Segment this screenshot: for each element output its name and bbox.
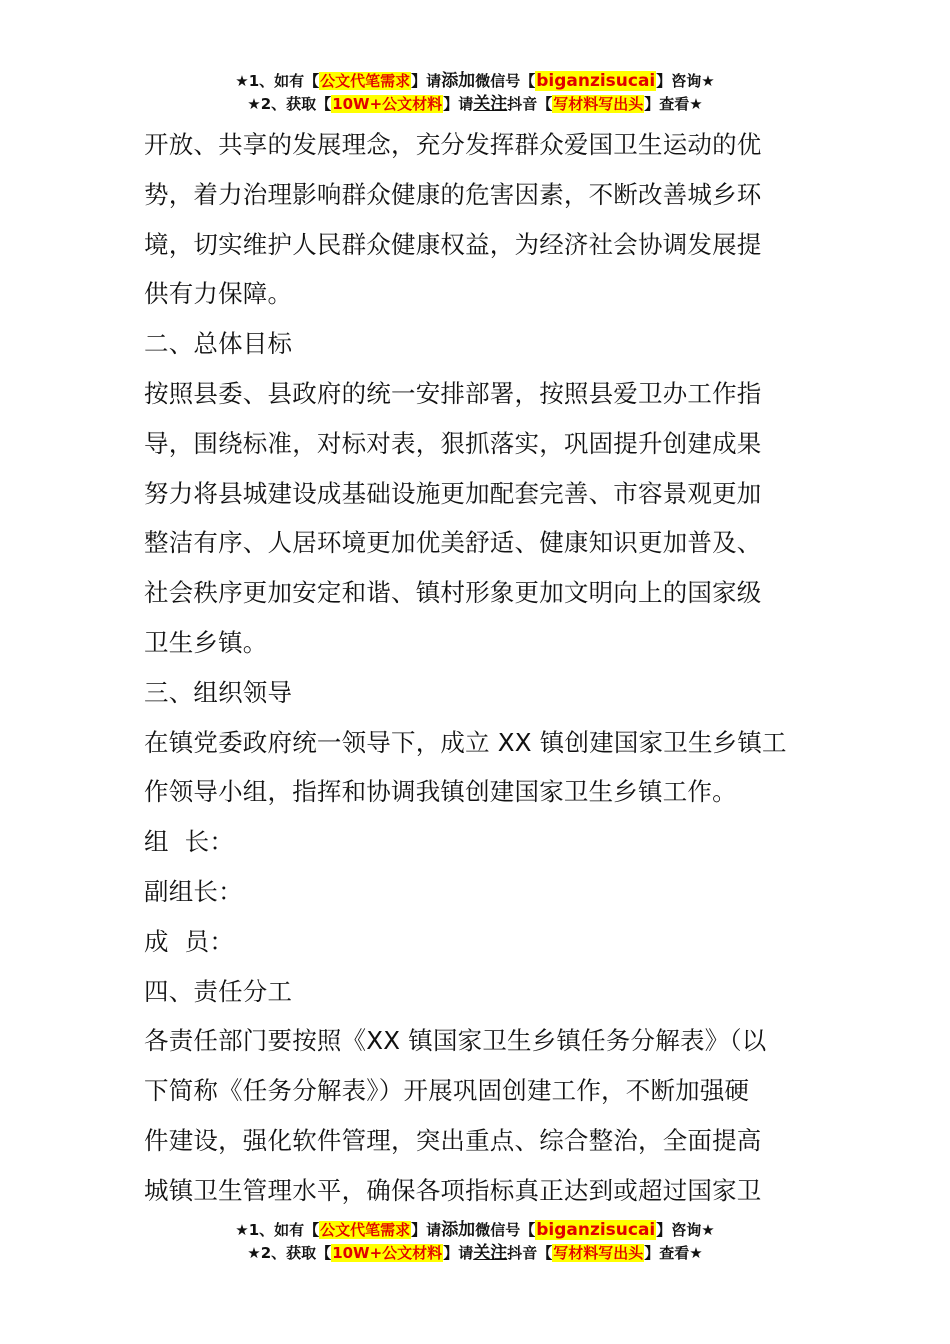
banner-text: 】请 xyxy=(411,72,442,90)
banner-text: 抖音【 xyxy=(507,95,553,113)
banner-text: 】请 xyxy=(443,95,474,113)
highlight-text: 写材料写出头 xyxy=(553,95,644,113)
banner-text: 微信号【 xyxy=(475,1221,536,1239)
banner-text: 】请 xyxy=(411,1221,442,1239)
star-icon: ★ xyxy=(247,1244,261,1262)
banner-line-1 xyxy=(0,70,950,93)
text-line: 境，切实维护人民群众健康权益，为经济社会协调发展提 xyxy=(144,229,762,259)
role-label-leader: 组 长： xyxy=(144,827,235,857)
banner-text: 】咨询★ xyxy=(656,1221,715,1239)
text-line: 导，围绕标准，对标对表，狠抓落实，巩固提升创建成果 xyxy=(144,428,762,458)
banner-text: 】咨询★ xyxy=(656,72,715,90)
banner-text: 添加 xyxy=(441,1220,476,1240)
text-line: 努力将县城建设成基础设施更加配套完善、市容景观更加 xyxy=(144,478,762,508)
highlight-text: 10W+公文材料 xyxy=(332,95,443,113)
banner-text: 】请 xyxy=(443,1244,474,1262)
section-heading: 三、组织领导 xyxy=(144,677,293,707)
banner-text: 】查看★ xyxy=(644,95,703,113)
banner-text: 1、如有【 xyxy=(248,72,320,90)
banner-line-2 xyxy=(0,93,950,116)
text-line: 下简称《任务分解表》）开展巩固创建工作，不断加强硬 xyxy=(144,1076,750,1106)
star-icon: ★ xyxy=(235,72,249,90)
header-banner xyxy=(0,70,950,116)
text-line: 社会秩序更加安定和谐、镇村形象更加文明向上的国家级 xyxy=(144,578,762,608)
star-icon: ★ xyxy=(235,1221,249,1239)
section-heading: 二、总体目标 xyxy=(144,329,293,359)
text-line: 各责任部门要按照《XX 镇国家卫生乡镇任务分解表》（以 xyxy=(144,1026,767,1056)
banner-text: 关注 xyxy=(473,1243,508,1263)
banner-line-1 xyxy=(0,1219,950,1242)
text-line: 城镇卫生管理水平，确保各项指标真正达到或超过国家卫 xyxy=(144,1175,762,1205)
star-icon: ★ xyxy=(247,95,261,113)
banner-text: 关注 xyxy=(473,94,508,114)
text-line: 势，着力治理影响群众健康的危害因素，不断改善城乡环 xyxy=(144,179,762,209)
wechat-id: biganzisucai xyxy=(536,71,656,91)
banner-text: 2、获取【 xyxy=(260,1244,332,1262)
text-line: 作领导小组，指挥和协调我镇创建国家卫生乡镇工作。 xyxy=(144,777,737,807)
banner-text: 抖音【 xyxy=(507,1244,553,1262)
highlight-text: 写材料写出头 xyxy=(553,1244,644,1262)
text-line: 在镇党委政府统一领导下，成立 XX 镇创建国家卫生乡镇工 xyxy=(144,727,787,757)
highlight-text: 10W+公文材料 xyxy=(332,1244,443,1262)
text-line: 件建设，强化软件管理，突出重点、综合整治，全面提高 xyxy=(144,1125,762,1155)
text-line: 开放、共享的发展理念，充分发挥群众爱国卫生运动的优 xyxy=(144,130,762,159)
highlight-text: 公文代笔需求 xyxy=(320,72,411,90)
banner-text: 】查看★ xyxy=(644,1244,703,1262)
footer-banner xyxy=(0,1219,950,1265)
text-line: 按照县委、县政府的统一安排部署，按照县爱卫办工作指 xyxy=(144,378,762,408)
text-line: 整洁有序、人居环境更加优美舒适、健康知识更加普及、 xyxy=(144,528,762,558)
text-line: 供有力保障。 xyxy=(144,279,293,309)
banner-text: 微信号【 xyxy=(475,72,536,90)
banner-text: 1、如有【 xyxy=(248,1221,320,1239)
text-line: 卫生乡镇。 xyxy=(144,627,268,657)
role-label-member: 成 员： xyxy=(144,926,235,956)
section-heading: 四、责任分工 xyxy=(144,976,293,1006)
banner-line-2 xyxy=(0,1242,950,1265)
banner-text: 2、获取【 xyxy=(260,95,332,113)
document-body xyxy=(144,120,808,1216)
highlight-text: 公文代笔需求 xyxy=(320,1221,411,1239)
wechat-id: biganzisucai xyxy=(536,1220,656,1240)
banner-text: 添加 xyxy=(441,71,476,91)
role-label-deputy: 副组长： xyxy=(144,876,243,906)
